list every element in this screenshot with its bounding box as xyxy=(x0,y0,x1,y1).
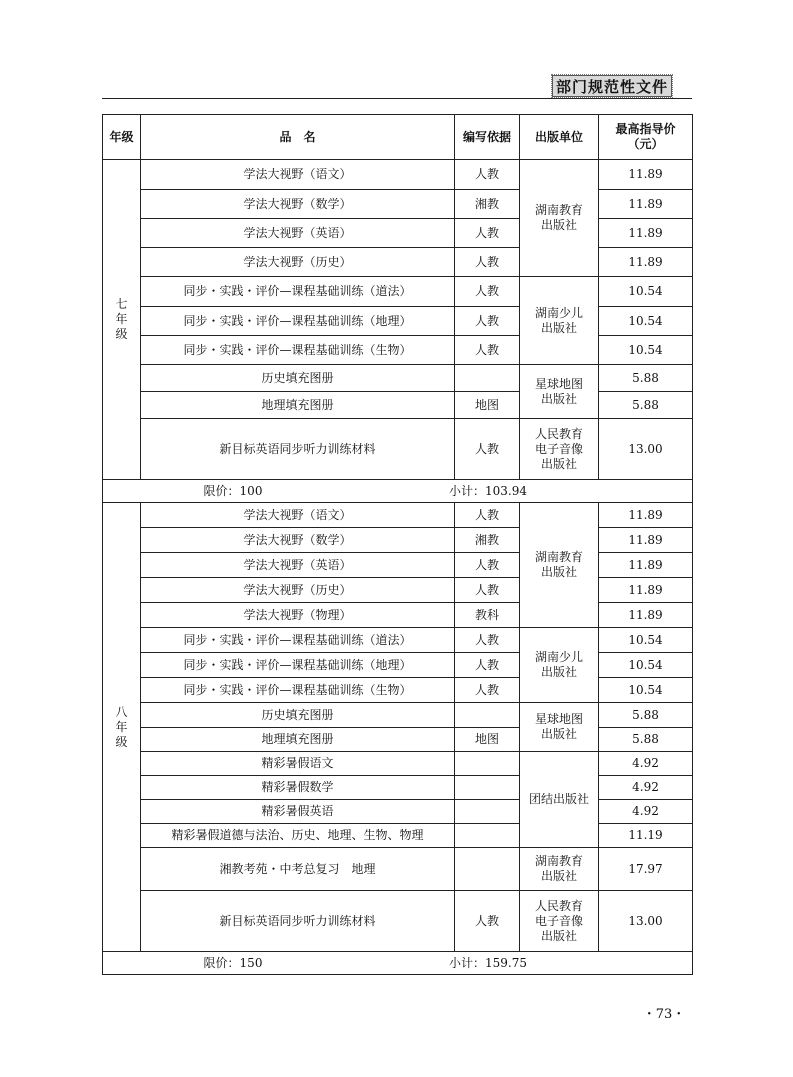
publisher-line: 团结出版社 xyxy=(528,792,589,806)
product-name: 历史填充图册 xyxy=(141,703,455,728)
grade8-section xyxy=(103,503,693,975)
edition-basis xyxy=(455,703,520,728)
product-name: 精彩暑假语文 xyxy=(141,752,455,776)
table-row xyxy=(103,776,693,800)
table-row xyxy=(103,653,693,678)
max-price: 11.89 xyxy=(599,553,693,578)
max-price: 4.92 xyxy=(599,800,693,824)
max-price: 5.88 xyxy=(599,703,693,728)
max-price: 11.89 xyxy=(599,219,693,248)
max-price: 17.97 xyxy=(599,848,693,891)
grade-label-char: 八 xyxy=(115,704,128,719)
table-row xyxy=(103,419,693,480)
max-price: 11.89 xyxy=(599,528,693,553)
edition-basis: 人教 xyxy=(455,307,520,336)
product-name: 学法大视野（数学） xyxy=(141,190,455,219)
grade-label xyxy=(103,503,141,952)
max-price: 10.54 xyxy=(599,678,693,703)
document-category-badge: 部门规范性文件 xyxy=(552,75,672,97)
product-name: 学法大视野（数学） xyxy=(141,528,455,553)
publisher xyxy=(520,160,599,277)
table-header-row xyxy=(103,115,693,160)
edition-basis: 湘教 xyxy=(455,528,520,553)
max-price: 11.89 xyxy=(599,603,693,628)
table-row xyxy=(103,752,693,776)
product-name: 同步・实践・评价—课程基础训练（道法） xyxy=(141,277,455,307)
price-limit: 限价：100 xyxy=(203,483,263,498)
max-price: 10.54 xyxy=(599,653,693,678)
publisher-line: 星球地图 xyxy=(534,376,583,391)
edition-basis: 人教 xyxy=(455,678,520,703)
edition-basis xyxy=(455,824,520,848)
publisher-line: 湖南教育 xyxy=(534,203,583,217)
edition-basis xyxy=(455,752,520,776)
max-price: 11.89 xyxy=(599,190,693,219)
grade-label-char: 年 xyxy=(115,719,128,734)
publisher-line: 出版社 xyxy=(540,928,577,943)
edition-basis: 人教 xyxy=(455,419,520,480)
edition-basis: 人教 xyxy=(455,891,520,952)
publisher-line: 出版社 xyxy=(540,665,577,679)
product-name: 同步・实践・评价—课程基础训练（地理） xyxy=(141,307,455,336)
max-price: 4.92 xyxy=(599,752,693,776)
subtotal-cell xyxy=(103,952,693,975)
edition-basis: 地图 xyxy=(455,392,520,419)
product-name: 同步・实践・评价—课程基础训练（生物） xyxy=(141,678,455,703)
column-header-name: 品 名 xyxy=(141,115,455,160)
price-header-unit: （元） xyxy=(627,137,664,151)
header-rule xyxy=(102,98,692,99)
table-row xyxy=(103,277,693,307)
publisher-line: 湖南教育 xyxy=(534,550,583,564)
product-name: 精彩暑假数学 xyxy=(141,776,455,800)
table-row xyxy=(103,553,693,578)
grade-label xyxy=(103,160,141,480)
table-row xyxy=(103,728,693,752)
table-row xyxy=(103,190,693,219)
table-row xyxy=(103,392,693,419)
table-row xyxy=(103,824,693,848)
publisher xyxy=(520,703,599,752)
publisher-line: 人民教育 xyxy=(534,898,583,913)
max-price: 10.54 xyxy=(599,628,693,653)
table-row xyxy=(103,528,693,553)
product-name: 同步・实践・评价—课程基础训练（道法） xyxy=(141,628,455,653)
table-row xyxy=(103,503,693,528)
publisher-line: 湖南少儿 xyxy=(534,650,583,664)
table-row xyxy=(103,307,693,336)
product-name: 新目标英语同步听力训练材料 xyxy=(141,419,455,480)
publisher-line: 湖南少儿 xyxy=(534,305,583,320)
publisher xyxy=(520,848,599,891)
product-name: 地理填充图册 xyxy=(141,728,455,752)
publisher-line: 出版社 xyxy=(540,869,577,883)
publisher-line: 出版社 xyxy=(540,456,577,471)
publisher-line: 出版社 xyxy=(540,565,577,579)
edition-basis: 人教 xyxy=(455,578,520,603)
subtotal-row xyxy=(103,480,693,503)
product-name: 地理填充图册 xyxy=(141,392,455,419)
publisher-line: 出版社 xyxy=(540,320,577,335)
table-row xyxy=(103,628,693,653)
column-header-basis: 编写依据 xyxy=(455,115,520,160)
publisher-line: 人民教育 xyxy=(534,426,583,441)
table-row xyxy=(103,219,693,248)
edition-basis xyxy=(455,800,520,824)
max-price: 11.89 xyxy=(599,248,693,277)
column-header-grade: 年级 xyxy=(103,115,141,160)
edition-basis: 人教 xyxy=(455,277,520,307)
max-price: 5.88 xyxy=(599,365,693,392)
edition-basis: 湘教 xyxy=(455,190,520,219)
product-name: 同步・实践・评价—课程基础训练（地理） xyxy=(141,653,455,678)
max-price: 5.88 xyxy=(599,728,693,752)
column-header-publisher: 出版单位 xyxy=(520,115,599,160)
product-name: 精彩暑假道德与法治、历史、地理、生物、物理 xyxy=(141,824,455,848)
table-row xyxy=(103,703,693,728)
publisher-line: 出版社 xyxy=(540,218,577,232)
publisher-line: 湖南教育 xyxy=(534,854,583,868)
table-row xyxy=(103,678,693,703)
max-price: 10.54 xyxy=(599,336,693,365)
product-name: 学法大视野（英语） xyxy=(141,553,455,578)
publisher-line: 电子音像 xyxy=(534,441,583,456)
table-row xyxy=(103,248,693,277)
edition-basis xyxy=(455,365,520,392)
edition-basis: 人教 xyxy=(455,503,520,528)
edition-basis: 人教 xyxy=(455,160,520,190)
product-name: 学法大视野（语文） xyxy=(141,160,455,190)
grade-label-char: 年 xyxy=(115,312,128,326)
product-name: 同步・实践・评价—课程基础训练（生物） xyxy=(141,336,455,365)
table-row xyxy=(103,603,693,628)
edition-basis: 地图 xyxy=(455,728,520,752)
grade7-section xyxy=(103,160,693,503)
publisher xyxy=(520,277,599,365)
max-price: 10.54 xyxy=(599,277,693,307)
product-name: 湘教考苑・中考总复习 地理 xyxy=(141,848,455,891)
publisher xyxy=(520,365,599,419)
product-name: 新目标英语同步听力训练材料 xyxy=(141,891,455,952)
subtotal-cell xyxy=(103,480,693,503)
publisher-line: 出版社 xyxy=(540,727,577,741)
publisher xyxy=(520,503,599,628)
subtotal-content xyxy=(103,956,692,971)
max-price: 5.88 xyxy=(599,392,693,419)
price-table xyxy=(102,114,693,975)
edition-basis: 人教 xyxy=(455,653,520,678)
edition-basis: 人教 xyxy=(455,553,520,578)
subtotal-value: 小计：103.94 xyxy=(449,483,527,498)
table-row xyxy=(103,848,693,891)
price-limit: 限价：150 xyxy=(203,955,263,970)
edition-basis xyxy=(455,776,520,800)
subtotal-value: 小计：159.75 xyxy=(449,955,527,970)
max-price: 10.54 xyxy=(599,307,693,336)
page-number: ・73・ xyxy=(642,1007,686,1022)
product-name: 历史填充图册 xyxy=(141,365,455,392)
max-price: 11.89 xyxy=(599,160,693,190)
grade-label-char: 级 xyxy=(115,327,128,341)
publisher xyxy=(520,419,599,480)
column-header-price xyxy=(599,115,693,160)
max-price: 13.00 xyxy=(599,891,693,952)
table-row xyxy=(103,365,693,392)
product-name: 学法大视野（语文） xyxy=(141,503,455,528)
edition-basis: 教科 xyxy=(455,603,520,628)
price-header-line: 最高指导价 xyxy=(615,122,676,136)
publisher-line: 出版社 xyxy=(540,391,577,406)
edition-basis: 人教 xyxy=(455,628,520,653)
grade-label-char: 级 xyxy=(115,734,128,749)
grade-label-char: 七 xyxy=(115,297,128,311)
subtotal-row xyxy=(103,952,693,975)
table-row xyxy=(103,336,693,365)
max-price: 13.00 xyxy=(599,419,693,480)
table-row xyxy=(103,160,693,190)
product-name: 学法大视野（历史） xyxy=(141,248,455,277)
subtotal-content xyxy=(103,484,692,499)
table-row xyxy=(103,578,693,603)
max-price: 4.92 xyxy=(599,776,693,800)
table-row xyxy=(103,800,693,824)
publisher xyxy=(520,891,599,952)
edition-basis: 人教 xyxy=(455,336,520,365)
product-name: 学法大视野（英语） xyxy=(141,219,455,248)
product-name: 学法大视野（物理） xyxy=(141,603,455,628)
edition-basis: 人教 xyxy=(455,248,520,277)
edition-basis: 人教 xyxy=(455,219,520,248)
max-price: 11.89 xyxy=(599,578,693,603)
publisher xyxy=(520,752,599,848)
publisher xyxy=(520,628,599,703)
table-row xyxy=(103,891,693,952)
product-name: 学法大视野（历史） xyxy=(141,578,455,603)
max-price: 11.19 xyxy=(599,824,693,848)
publisher-line: 电子音像 xyxy=(534,913,583,928)
publisher-line: 星球地图 xyxy=(534,712,583,726)
max-price: 11.89 xyxy=(599,503,693,528)
edition-basis xyxy=(455,848,520,891)
product-name: 精彩暑假英语 xyxy=(141,800,455,824)
